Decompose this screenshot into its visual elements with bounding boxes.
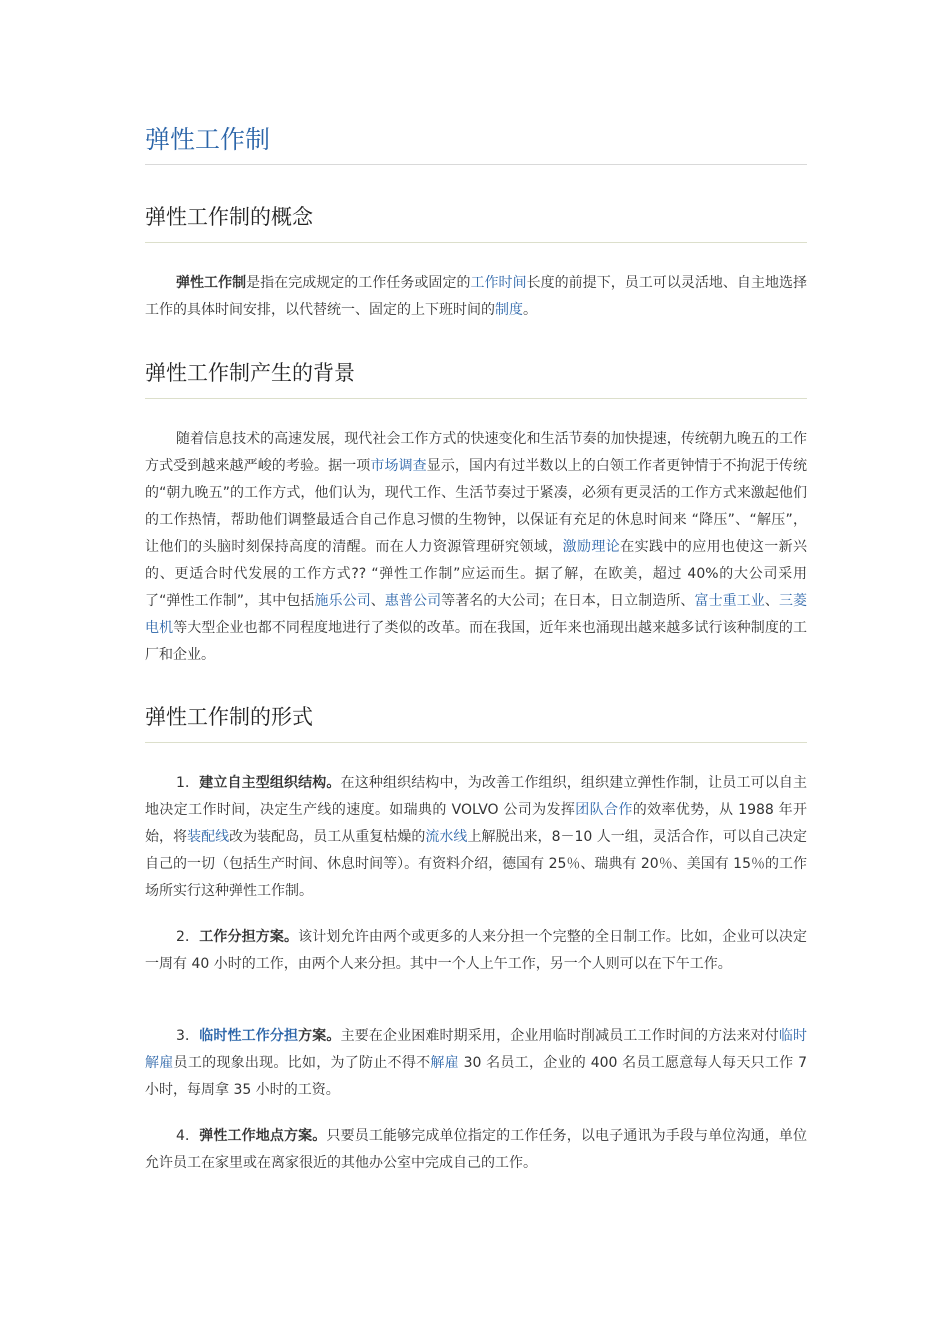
text-span: 该计划允许由两个或更多的人来分担一个完整的全日制工作。比如，企业可以决定一周有 40 小时的工作，由两个人来分担。其中一个人上午工作，另一个人则可以在下午工作。 (145, 929, 807, 972)
text-span: 只要员工能够完成单位指定的工作任务，以电子通讯为手段与单位沟通，单位允许员工在家里或在离家很近的其他办公室中完成自己的工作。 (145, 1128, 807, 1171)
page-title-block (145, 120, 807, 165)
text-span: 、 (370, 593, 385, 609)
link-temporary-work-sharing[interactable]: 临时性工作分担 (199, 1028, 299, 1044)
text-span: 员工的现象出现。比如，为了防止不得不 (173, 1055, 431, 1071)
term-bold: 弹性工作制 (176, 275, 247, 291)
link-mitsubishi-electric[interactable]: 三菱电机 (145, 593, 808, 636)
text-span: 30 名员工，企业的 400 名员工愿意每人每天只工作 7 小时，每周拿 35 小时的工资。 (145, 1055, 808, 1098)
paragraph-background (145, 426, 807, 669)
text-span: 改为装配岛，员工从重复枯燥的 (229, 829, 426, 845)
link-xerox[interactable]: 施乐公司 (314, 593, 371, 609)
text-span: 在这种组织结构中，为改善工作组织，组织建立弹性作制，让员工可以自主地决定工作时间，决定生产线的速度。如瑞典的 VOLVO 公司为发挥 (145, 775, 807, 818)
text-span: 等大型企业也都不同程度地进行了类似的改革。而在我国，近年来也涌现出越来越多试行该种制度的工厂和企业。 (145, 620, 808, 663)
term-bold: 弹性工作地点方案。 (199, 1128, 327, 1144)
link-layoff[interactable]: 解雇 (430, 1055, 459, 1071)
paragraph-form-3 (145, 1023, 807, 1104)
link-teamwork[interactable]: 团队合作 (575, 802, 633, 818)
paragraph-concept (145, 270, 807, 324)
link-assembly-line[interactable]: 装配线 (187, 829, 230, 845)
page-title: 弹性工作制 (145, 125, 271, 154)
paragraph-form-1 (145, 770, 807, 905)
term-bold: 工作分担方案。 (199, 929, 299, 945)
section-title: 弹性工作制的概念 (145, 205, 313, 229)
text-span: 等著名的大公司；在日本，日立制造所、 (441, 593, 695, 609)
link-work-time[interactable]: 工作时间 (470, 275, 527, 291)
link-production-line[interactable]: 流水线 (425, 829, 468, 845)
term-bold: 方案。 (298, 1028, 341, 1044)
link-temporary-layoff[interactable]: 临时解雇 (145, 1028, 807, 1071)
text-span: 、 (764, 593, 779, 609)
text-span: 主要在企业困难时期采用，企业用临时削减员工工作时间的方法来对付 (340, 1028, 779, 1044)
link-system[interactable]: 制度 (495, 302, 523, 318)
paragraph-form-4 (145, 1123, 807, 1177)
text-span: 在实践中的应用也使这一新兴的、更适合时代发展的工作方式?? “弹性工作制”应运而生。据了解，在欧美，超过 40%的大公司采用了“弹性工作制”，其中包括 (145, 539, 808, 609)
list-number: 4． (176, 1128, 200, 1144)
list-number: 1． (176, 775, 200, 791)
link-fuji-heavy[interactable]: 富士重工业 (694, 593, 765, 609)
link-incentive-theory[interactable]: 激励理论 (562, 539, 621, 555)
link-market-survey[interactable]: 市场调查 (370, 458, 427, 474)
text-span: 长度的前提下，员工可以灵活地、自主地选择工作的具体时间安排，以代替统一、固定的上下班时间的 (145, 275, 808, 318)
term-bold: 建立自主型组织结构。 (199, 775, 341, 791)
section-title: 弹性工作制的形式 (145, 705, 313, 729)
paragraph-form-2 (145, 924, 807, 978)
list-number: 2． (176, 929, 200, 945)
section-heading-background (145, 356, 807, 399)
list-number: 3． (176, 1028, 200, 1044)
link-hp[interactable]: 惠普公司 (384, 593, 442, 609)
section-title: 弹性工作制产生的背景 (145, 361, 355, 385)
section-heading-forms (145, 700, 807, 743)
text-span: 的效率优势，从 1988 年开始，将 (145, 802, 808, 845)
text-span: 随着信息技术的高速发展，现代社会工作方式的快速变化和生活节奏的加快提速，传统朝九晚五的工作方式受到越来越严峻的考验。据一项 (145, 431, 807, 474)
text-span: 上解脱出来，8－10 人一组，灵活合作，可以自己决定自己的一切（包括生产时间、休息时间等）。有资料介绍，德国有 25％、瑞典有 20％、美国有 15％的工作场所实行这种弹性工作制。 (145, 829, 808, 899)
text-span: 。 (523, 302, 537, 318)
text-span: 是指在完成规定的工作任务或固定的 (246, 275, 471, 291)
text-span: 显示，国内有过半数以上的白领工作者更钟情于不拘泥于传统的“朝九晚五”的工作方式，他们认为，现代工作、生活节奏过于紧凑，必须有更灵活的工作方式来激起他们的工作热情，帮助他们调整最适合自己作息习惯的生物钟，以保证有充足的休息时间来 “降压”、“解压”，让他们的头脑时刻保持高度的清醒。而在人力资源管理研究领域， (145, 458, 808, 555)
section-heading-concept (145, 200, 807, 243)
